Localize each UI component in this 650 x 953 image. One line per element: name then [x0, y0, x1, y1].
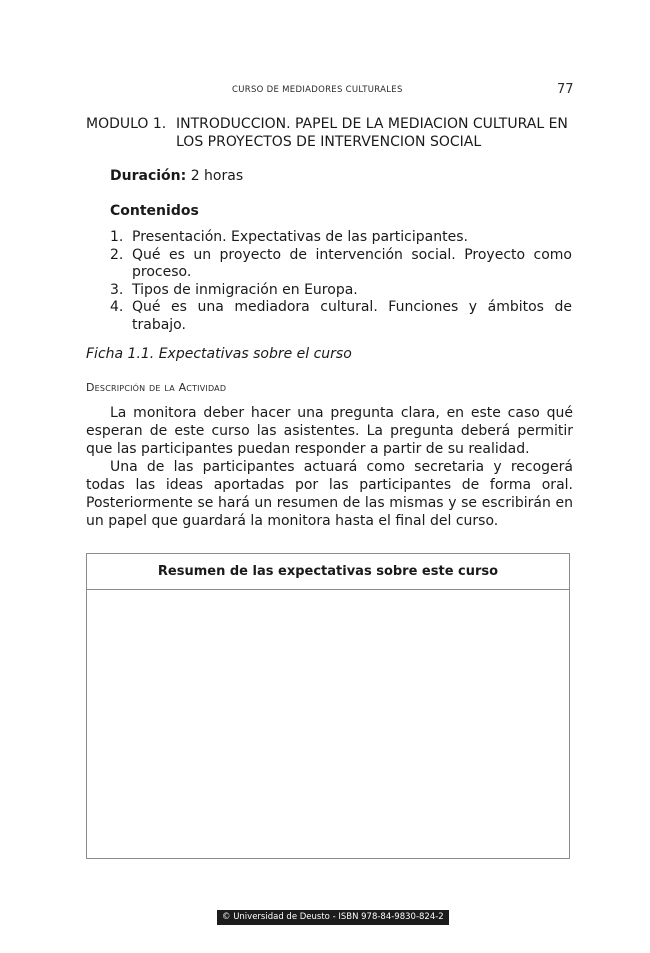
contents-list: [110, 229, 572, 334]
paragraph: Una de las participantes actuará como secretaria y recogerá todas las ideas aportadas por las participantes de forma oral. Posteriormente se hará un resumen de las mismas y se escribirán en un papel que guardará la monitora hasta el final del curso.: [86, 459, 573, 529]
paragraph: La monitora deber hacer una pregunta clara, en este caso qué esperan de este curso las asistentes. La pregunta deberá permitir que las participantes puedan responder a partir de su realidad.: [86, 405, 573, 457]
list-item: [110, 247, 572, 282]
summary-box-title: Resumen de las expectativas sobre este curso: [87, 554, 569, 590]
list-item-number: 1.: [110, 229, 124, 245]
duration-line: [110, 168, 243, 184]
module-title-text: INTRODUCCION. PAPEL DE LA MEDIACION CULTURAL EN LOS PROYECTOS DE INTERVENCION SOCIAL: [176, 116, 568, 150]
contents-heading: Contenidos: [110, 203, 199, 219]
copyright-footer: © Universidad de Deusto - ISBN 978-84-9830-824-2: [217, 910, 449, 925]
duration-value: 2 horas: [190, 168, 244, 184]
list-item-text: Tipos de inmigración en Europa.: [132, 281, 358, 298]
list-item-text: Qué es una mediadora cultural. Funciones y ámbitos de trabajo.: [132, 299, 572, 333]
module-label: MODULO 1.: [86, 116, 167, 132]
list-item-text: Presentación. Expectativas de las participantes.: [132, 229, 468, 245]
list-item-number: 4.: [110, 299, 124, 315]
duration-label: Duración:: [110, 168, 187, 184]
list-item: [110, 229, 572, 247]
list-item: [110, 299, 572, 334]
running-header: CURSO DE MEDIADORES CULTURALES: [232, 85, 403, 95]
list-item-number: 2.: [110, 246, 124, 263]
page-number: 77: [557, 82, 574, 97]
ficha-title: Ficha 1.1. Expectativas sobre el curso: [86, 346, 352, 362]
activity-description-heading: Descripción de la Actividad: [86, 381, 227, 394]
list-item-text: Qué es un proyecto de intervención social. Proyecto como proceso.: [132, 246, 572, 280]
summary-box: [86, 553, 570, 859]
list-item: [110, 282, 572, 300]
activity-description-body: [86, 404, 573, 530]
list-item-number: 3.: [110, 281, 124, 298]
